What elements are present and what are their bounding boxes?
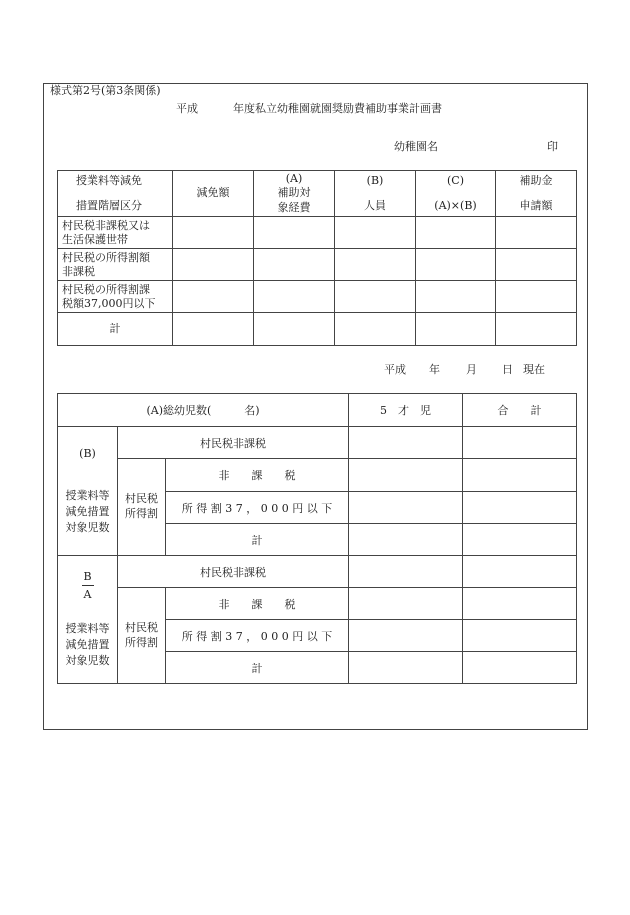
total-children-header [58,394,349,427]
ratio-denominator: A [83,588,92,602]
section-b-code: (B) [79,447,96,461]
header-category-top: 授業料等減免 [76,173,142,187]
cell-empty[interactable] [463,556,577,588]
income-limit-label-b [166,492,349,524]
table-row [58,427,577,459]
hikazei-label-ratio [166,588,349,620]
header-c-label: (A)×(B) [434,199,477,213]
non-taxable-text: 村民税非課税 [200,436,266,450]
cell-empty[interactable] [416,313,496,346]
cell-empty[interactable] [496,217,577,249]
section-ratio-label [58,556,118,684]
table-row [58,556,577,588]
cell-empty[interactable] [335,217,416,249]
header-reduction-amount [173,171,254,217]
header-a-line1: 補助対 [277,186,311,200]
cell-empty[interactable] [463,620,577,652]
cell-empty[interactable] [335,249,416,281]
table-row [58,588,577,620]
date-month: 月 [466,363,477,376]
header-c-code: (C) [447,173,464,187]
ratio-fraction [82,570,94,601]
table2-header-row [58,394,577,427]
date-era: 平成 [384,363,406,376]
cell-empty[interactable] [349,620,463,652]
header-b-code: (B) [366,173,384,187]
cell-empty[interactable] [349,556,463,588]
header-subsidy-target [254,171,335,217]
header-category [58,171,173,217]
cell-empty[interactable] [254,249,335,281]
cell-empty[interactable] [496,249,577,281]
cell-empty[interactable] [335,313,416,346]
sum-label: 合 計 [497,404,542,417]
income-line1: 村民税 [125,620,158,634]
cell-empty[interactable] [463,524,577,556]
cell-empty[interactable] [349,427,463,459]
section-b-label [58,427,118,556]
income-limit-label-ratio [166,620,349,652]
kindergarten-name-label: 幼稚園名 [394,140,438,153]
seal-label: 印 [547,140,558,153]
table-row [58,249,577,281]
row-label-income-nontax [58,249,173,281]
income-line1: 村民税 [125,492,158,506]
hikazei-text: 非 課 税 [218,597,296,611]
header-subsidy-bottom: 申請額 [519,199,553,213]
header-application-amount [496,171,577,217]
cell-empty[interactable] [173,217,254,249]
cell-empty[interactable] [254,217,335,249]
date-day: 日 [502,363,513,376]
cell-empty[interactable] [463,427,577,459]
date-as-of: 現在 [523,363,545,376]
title-era: 平成 [176,102,198,115]
subsidy-plan-table [57,170,577,346]
row3-line2: 税額37,000円以下 [62,296,156,310]
form-title: 年度私立幼稚園就園奨励費補助事業計画書 [233,102,442,115]
cell-empty[interactable] [416,249,496,281]
subtotal-label-ratio [166,652,349,684]
table-row-total [58,313,577,346]
cell-empty[interactable] [463,492,577,524]
income-limit-text: 所 得 割 3 7 ， 0 0 0 円 以 下 [181,629,333,643]
total-children-label: (A)総幼児数( 名) [146,404,260,417]
cell-empty[interactable] [335,281,416,313]
hikazei-label-b [166,459,349,492]
cell-empty[interactable] [496,281,577,313]
row3-line1: 村民税の所得割課 [62,282,150,296]
header-a-line2: 象経費 [277,200,311,214]
cell-empty[interactable] [349,524,463,556]
hikazei-text: 非 課 税 [218,469,296,482]
cell-empty[interactable] [254,281,335,313]
income-group-b [118,459,166,556]
table1-header-row [58,171,577,217]
row2-line1: 村民税の所得割額 [62,250,150,264]
age5-header [349,394,463,427]
children-count-table [57,393,577,684]
header-reduction-label: 減免額 [196,186,230,200]
cell-empty[interactable] [463,588,577,620]
total-label: 計 [109,321,121,335]
age5-label: 5 才 児 [380,404,432,417]
cell-empty[interactable] [349,459,463,492]
income-group-ratio [118,588,166,684]
table-row [58,217,577,249]
header-b-label: 人員 [364,199,386,213]
fraction-bar [82,585,94,586]
section-ratio-line3: 対象児数 [65,654,110,668]
row1-line2: 生活保護世帯 [62,232,128,246]
date-year: 年 [429,363,440,376]
cell-empty[interactable] [416,281,496,313]
row-label-total [58,313,173,346]
row2-line2: 非課税 [62,264,95,278]
cell-empty[interactable] [349,492,463,524]
income-line2: 所得割 [125,507,158,520]
section-b-line2: 減免措置 [65,505,110,518]
header-a-code: (A) [285,172,303,186]
ratio-numerator: B [83,569,92,583]
non-taxable-label-b [118,427,349,459]
row-label-welfare [58,217,173,249]
cell-empty[interactable] [463,652,577,684]
cell-empty[interactable] [463,459,577,492]
section-b-line3: 対象児数 [65,520,110,534]
header-subsidy-top: 補助金 [519,173,553,187]
section-ratio-line2: 減免措置 [65,638,110,652]
subtotal-label-b [166,524,349,556]
row1-line1: 村民税非課税又は [62,218,150,232]
cell-empty[interactable] [349,588,463,620]
income-limit-text: 所 得 割 3 7 ， 0 0 0 円 以 下 [181,501,333,515]
non-taxable-label-ratio [118,556,349,588]
non-taxable-text: 村民税非課税 [200,565,266,579]
cell-empty[interactable] [254,313,335,346]
income-line2: 所得割 [125,635,158,649]
subtotal-text: 計 [251,661,263,675]
section-b-line1: 授業料等 [65,489,110,503]
header-product [416,171,496,217]
form-number: 様式第2号(第3条関係) [50,84,161,97]
table-row [58,459,577,492]
subtotal-text: 計 [251,533,263,547]
row-label-income-limit [58,281,173,313]
cell-empty[interactable] [173,281,254,313]
header-category-bottom: 措置階層区分 [76,199,142,213]
header-headcount [335,171,416,217]
cell-empty[interactable] [173,313,254,346]
cell-empty[interactable] [416,217,496,249]
cell-empty[interactable] [349,652,463,684]
sum-header [463,394,577,427]
cell-empty[interactable] [173,249,254,281]
section-ratio-line1: 授業料等 [65,622,110,636]
table-row [58,281,577,313]
cell-empty[interactable] [496,313,577,346]
